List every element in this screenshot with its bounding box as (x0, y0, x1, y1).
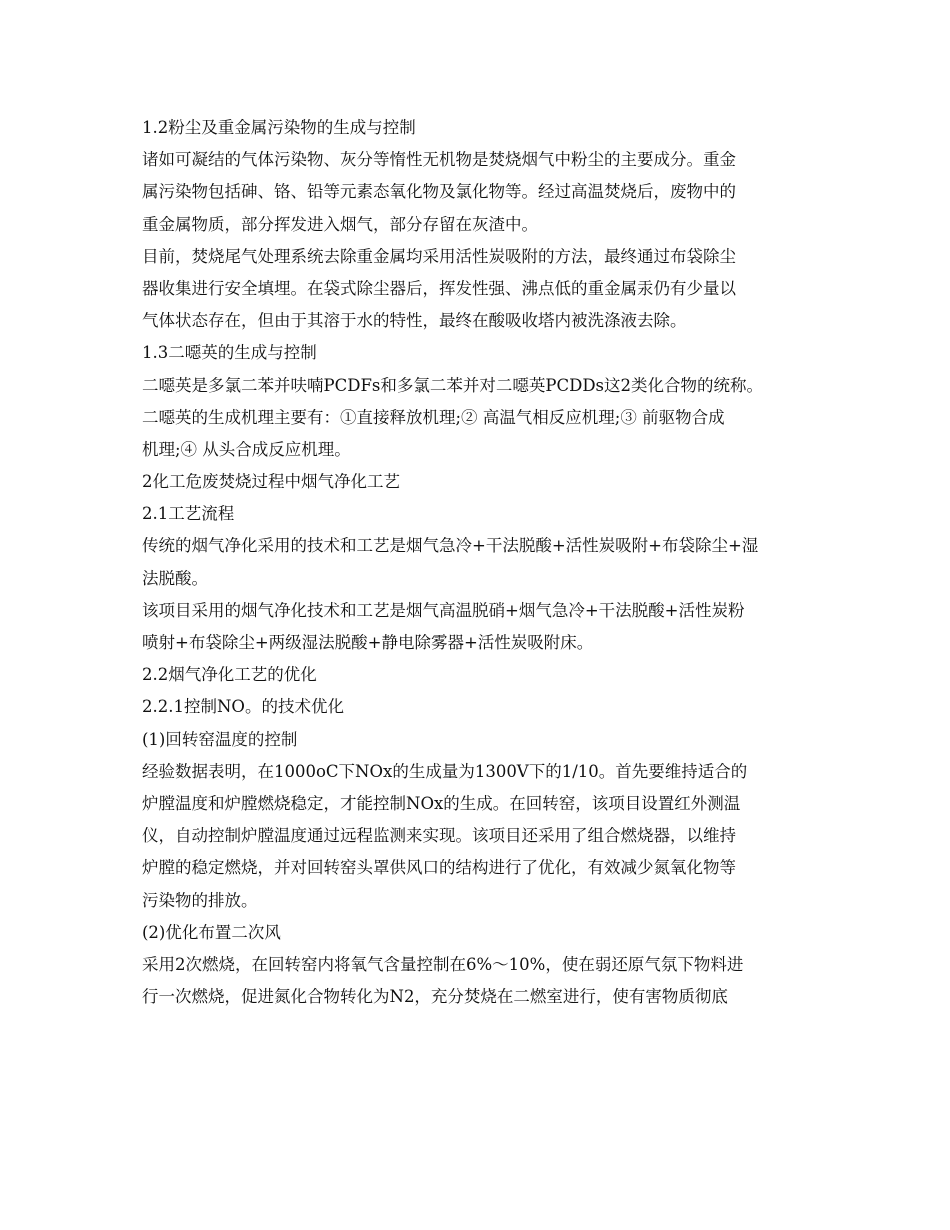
paragraph-line: 器收集进行安全填埋。在袋式除尘器后，挥发性强、沸点低的重金属汞仍有少量以 (142, 278, 736, 298)
paragraph-line: 二噁英的生成机理主要有：①直接释放机理;② 高温气相反应机理;③ 前驱物合成 (142, 407, 725, 427)
section-heading-2: 2化工危废焚烧过程中烟气净化工艺 (142, 472, 400, 492)
paragraph-line: 经验数据表明，在1000oC下NOx的生成量为1300V下的1/10。首先要维持适合的 (142, 761, 748, 781)
section-heading-1-2: 1.2粉尘及重金属污染物的生成与控制 (142, 118, 416, 137)
paragraph-line: 行一次燃烧，促进氮化合物转化为N2，充分焚烧在二燃室进行，使有害物质彻底 (142, 987, 728, 1007)
paragraph-line: 属污染物包括砷、铬、铅等元素态氧化物及氯化物等。经过高温焚烧后，废物中的 (142, 182, 736, 202)
section-heading-2-1: 2.1工艺流程 (142, 504, 235, 524)
paragraph-line: 仪，自动控制炉膛温度通过远程监测来实现。该项目还采用了组合燃烧器，以维持 (142, 826, 736, 846)
paragraph-line: 该项目采用的烟气净化技术和工艺是烟气高温脱硝+烟气急冷+干法脱酸+活性炭粉 (142, 600, 745, 620)
paragraph-line: 目前，焚烧尾气处理系统去除重金属均采用活性炭吸附的方法，最终通过布袋除尘 (142, 246, 736, 266)
paragraph-line: 法脱酸。 (142, 568, 208, 588)
paragraph-line: 炉膛温度和炉膛燃烧稳定，才能控制NOx的生成。在回转窑，该项目设置红外测温 (142, 793, 741, 813)
paragraph-line: 机理;④ 从头合成反应机理。 (142, 439, 351, 459)
section-heading-2-2-1: 2.2.1控制NO。的技术优化 (142, 697, 344, 717)
section-heading-2-2: 2.2烟气净化工艺的优化 (142, 665, 317, 685)
paragraph-line: 气体状态存在，但由于其溶于水的特性，最终在酸吸收塔内被洗涤液去除。 (142, 311, 687, 331)
subheading-2: (2)优化布置二次风 (142, 922, 281, 942)
paragraph-line: 采用2次燃烧，在回转窑内将氧气含量控制在6%～10%，使在弱还原气氛下物料进 (142, 954, 744, 974)
section-heading-1-3: 1.3二噁英的生成与控制 (142, 343, 317, 363)
paragraph-line: 诸如可凝结的气体污染物、灰分等惰性无机物是焚烧烟气中粉尘的主要成分。重金 (142, 150, 736, 170)
subheading-1: (1)回转窑温度的控制 (142, 729, 298, 749)
paragraph-line: 传统的烟气净化采用的技术和工艺是烟气急冷+干法脱酸+活性炭吸附+布袋除尘+湿 (142, 536, 759, 556)
paragraph-line: 重金属物质，部分挥发进入烟气，部分存留在灰渣中。 (142, 214, 538, 234)
paragraph-line: 污染物的排放。 (142, 890, 258, 910)
paragraph-line: 炉膛的稳定燃烧，并对回转窑头罩供风口的结构进行了优化，有效减少氮氧化物等 (142, 858, 736, 878)
paragraph-line: 二噁英是多氯二苯并呋喃PCDFs和多氯二苯并对二噁英PCDDs这2类化合物的统称。 (142, 375, 764, 395)
paragraph-line: 喷射+布袋除尘+两级湿法脱酸+静电除雾器+活性炭吸附床。 (142, 633, 594, 652)
document-body (142, 112, 822, 1013)
